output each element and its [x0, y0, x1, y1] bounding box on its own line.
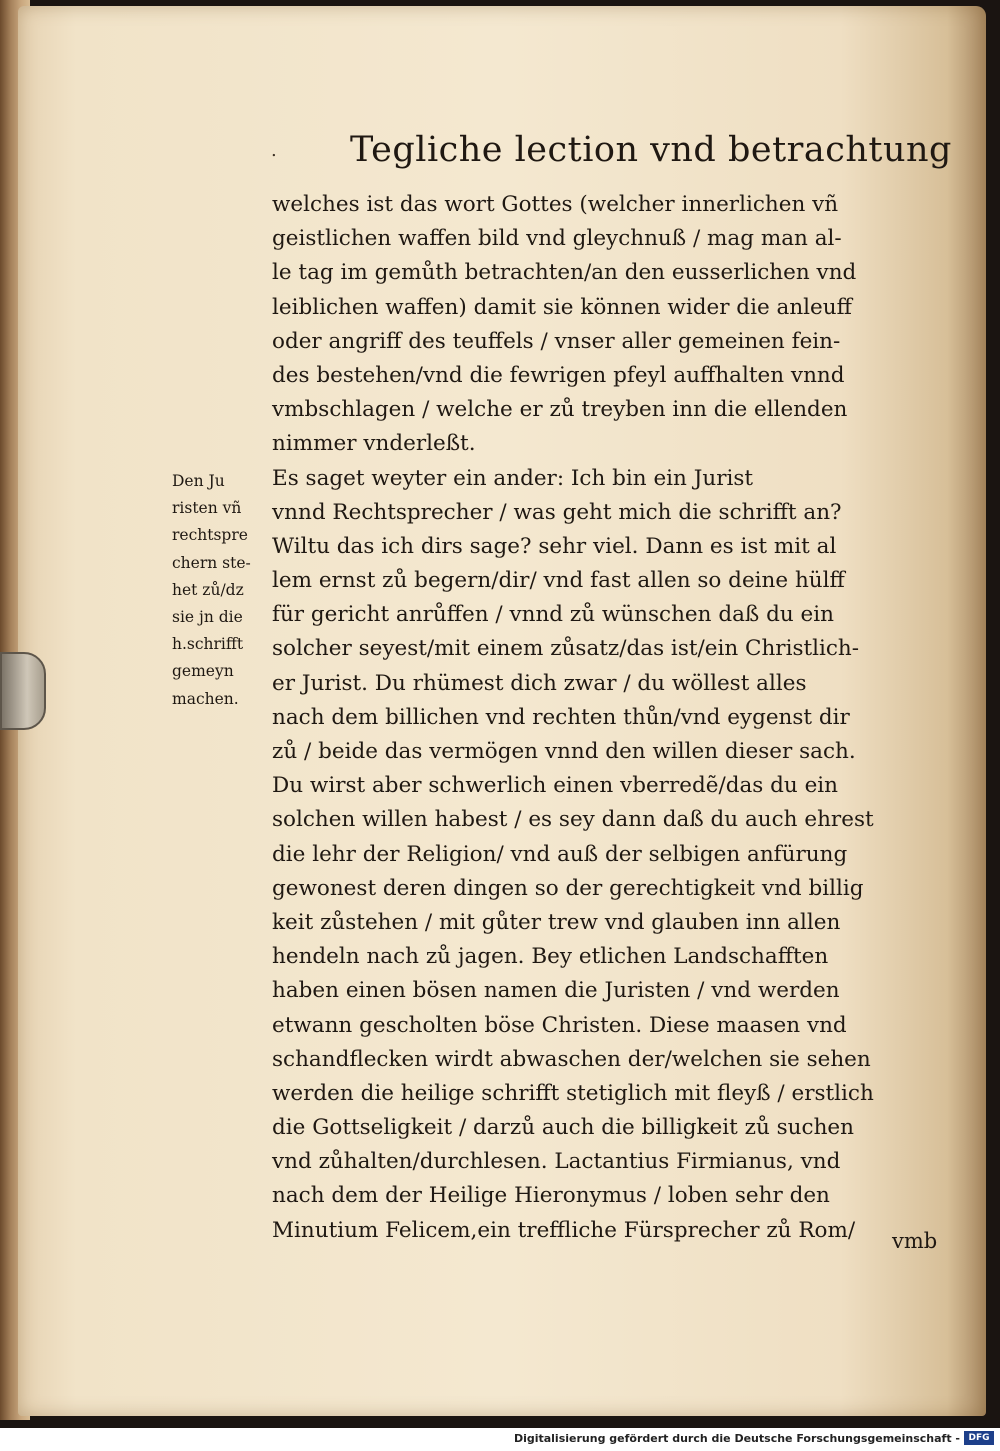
- text-line: die Gottseligkeit / darzů auch die billigkeit zů suchen: [272, 1115, 854, 1141]
- running-head: Tegliche lection vnd betrachtung: [350, 130, 952, 170]
- dfg-logo: DFG: [964, 1431, 994, 1445]
- text-line: nach dem der Heilige Hieronymus / loben sehr den: [272, 1183, 830, 1209]
- text-line: leiblichen waffen) damit sie können wider die anleuff: [272, 294, 852, 320]
- text-line: schandflecken wirdt abwaschen der/welchen sie sehen: [272, 1046, 871, 1072]
- text-line: oder angriff des teuffels / vnser aller gemeinen fein-: [272, 328, 841, 354]
- text-line: le tag im gemůth betrachten/an den eusserlichen vnd: [272, 260, 857, 286]
- book-clasp: [0, 652, 46, 730]
- text-line: vnnd Rechtsprecher / was geht mich die schrifft an?: [272, 499, 842, 525]
- catchword: vmb: [892, 1229, 938, 1253]
- text-line: Wiltu das ich dirs sage? sehr viel. Dann es ist mit al: [272, 533, 837, 559]
- text-line: für gericht anrůffen / vnnd zů wünschen daß du ein: [272, 602, 835, 628]
- text-line: des bestehen/vnd die fewrigen pfeyl auffhalten vnnd: [272, 362, 845, 388]
- margin-note-line: het zů/dz: [172, 580, 244, 599]
- text-line: vmbschlagen / welche er zů treyben inn die ellenden: [272, 397, 848, 423]
- text-line: haben einen bösen namen die Juristen / vnd werden: [272, 978, 840, 1004]
- text-line: Minutium Felicem,ein treffliche Fürsprecher zů Rom/: [272, 1217, 856, 1243]
- text-line: hendeln nach zů jagen. Bey etlichen Landschafften: [272, 944, 829, 970]
- text-line: nimmer vnderleßt.: [272, 431, 476, 457]
- text-line: werden die heilige schrifft stetiglich mit fleyß / erstlich: [272, 1080, 874, 1106]
- text-line: solcher seyest/mit einem zůsatz/das ist/ein Christlich-: [272, 636, 860, 662]
- page-mark: .: [271, 140, 277, 161]
- margin-note-line: machen.: [172, 689, 239, 708]
- text-line: etwann gescholten böse Christen. Diese maasen vnd: [272, 1012, 847, 1038]
- text-line: er Jurist. Du rhümest dich zwar / du wöllest alles: [272, 670, 807, 696]
- margin-note-line: gemeyn: [172, 662, 234, 681]
- text-line: lem ernst zů begern/dir/ vnd fast allen so deine hülff: [272, 568, 845, 594]
- text-line: die lehr der Religion/ vnd auß der selbigen anfürung: [272, 841, 848, 867]
- text-line: keit zůstehen / mit gůter trew vnd glauben inn allen: [272, 909, 841, 935]
- text-line: Du wirst aber schwerlich einen vberredẽ/das du ein: [272, 773, 839, 799]
- text-line: nach dem billichen vnd rechten thůn/vnd eygenst dir: [272, 704, 850, 730]
- margin-note: [172, 468, 272, 713]
- text-line: welches ist das wort Gottes (welcher innerlichen vñ: [272, 192, 839, 217]
- text-line: zů / beide das vermögen vnnd den willen dieser sach.: [272, 739, 856, 764]
- text-line: geistlichen waffen bild vnd gleychnuß / mag man al-: [272, 226, 842, 252]
- body-text: [272, 188, 962, 1248]
- margin-note-line: sie jn die: [172, 607, 243, 626]
- margin-note-line: chern ste-: [172, 553, 251, 572]
- margin-note-line: risten vñ: [172, 499, 242, 518]
- text-line: Es saget weyter ein ander: Ich bin ein Jurist: [272, 465, 754, 491]
- text-line: solchen willen habest / es sey dann daß du auch ehrest: [272, 807, 874, 833]
- margin-note-line: h.schrifft: [172, 635, 244, 654]
- footer-credit: Digitalisierung gefördert durch die Deutsche Forschungsgemeinschaft -: [513, 1432, 960, 1445]
- text-line: gewonest deren dingen so der gerechtigkeit vnd billig: [272, 875, 864, 901]
- text-line: vnd zůhalten/durchlesen. Lactantius Firmianus, vnd: [272, 1149, 841, 1175]
- margin-note-line: Den Ju: [172, 472, 225, 490]
- margin-note-line: rechtspre: [172, 526, 248, 545]
